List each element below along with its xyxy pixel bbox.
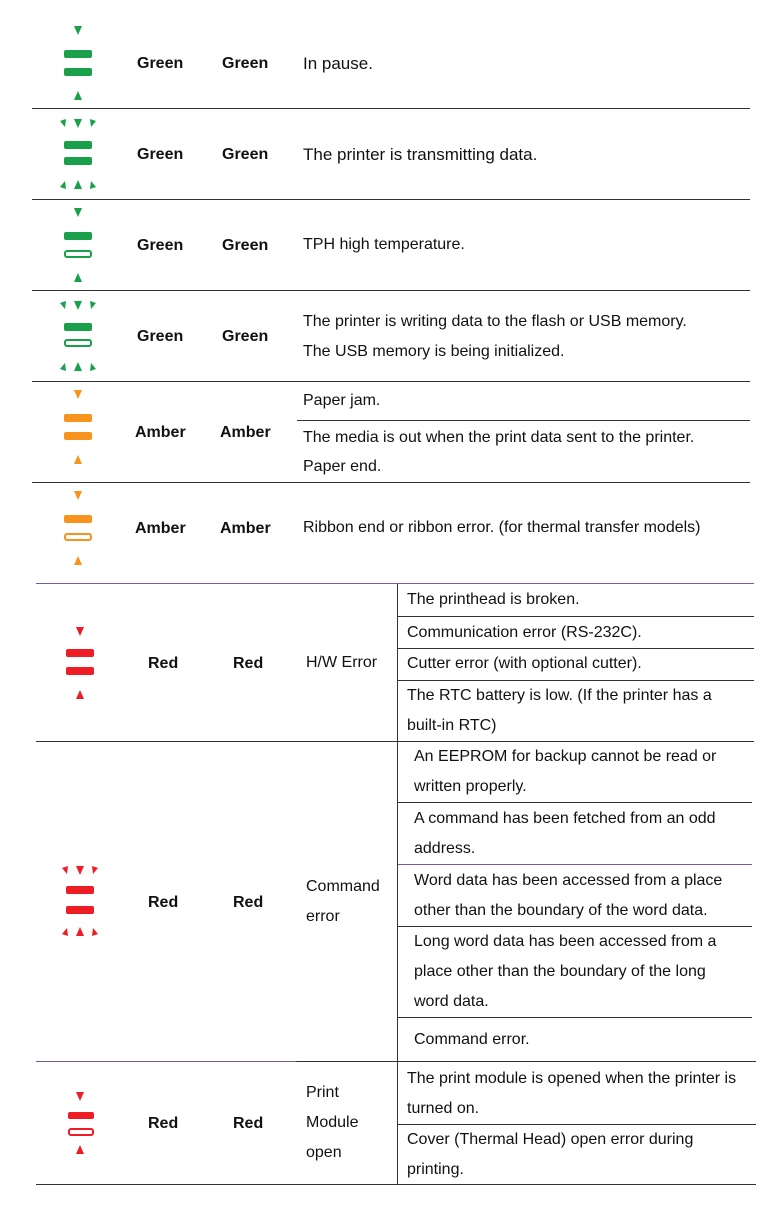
status-description: Ribbon end or ribbon error. (for thermal transfer models) (303, 519, 701, 536)
steady-bar-and-hollow-bar-green-icon (60, 208, 100, 284)
cell-divider (398, 802, 752, 803)
error-category: error (306, 908, 340, 925)
status-color-1: Red (148, 894, 179, 911)
column-divider (397, 1062, 398, 1184)
cell-divider (297, 420, 750, 421)
steady-one-bar-green-icon (60, 26, 100, 102)
status-description: The USB memory is being initialized. (303, 343, 565, 360)
status-color-1: Green (137, 55, 184, 72)
steady-two-bars-amber-icon (60, 390, 100, 466)
cell-divider (398, 616, 754, 617)
status-description: Paper end. (303, 458, 382, 475)
table-row (0, 584, 772, 741)
cell-divider (398, 680, 754, 681)
status-color-1: Green (137, 328, 184, 345)
status-description: The printer is transmitting data. (303, 145, 538, 164)
status-color-1: Amber (135, 520, 186, 537)
table-row (0, 483, 772, 583)
status-color-2: Green (222, 328, 269, 345)
cell-divider (398, 1017, 752, 1018)
status-description: Paper jam. (303, 392, 381, 409)
blinking-two-bars-green-icon (60, 119, 100, 191)
error-detail: Long word data has been accessed from a (414, 933, 717, 950)
table-row (0, 1062, 772, 1184)
row-divider (36, 1184, 756, 1185)
error-detail: address. (414, 840, 476, 857)
cell-divider (398, 864, 752, 865)
status-color-2: Green (222, 146, 269, 163)
status-color-2: Red (233, 894, 264, 911)
error-detail: The RTC battery is low. (If the printer has a (407, 687, 712, 704)
error-detail: Cutter error (with optional cutter). (407, 655, 642, 672)
cell-divider (398, 1124, 756, 1125)
error-detail: The print module is opened when the printer is (407, 1070, 737, 1087)
table-row (0, 291, 772, 381)
status-description: The printer is writing data to the flash or USB memory. (303, 313, 687, 330)
error-detail: Word data has been accessed from a place (414, 872, 723, 889)
status-color-2: Amber (220, 520, 271, 537)
status-color-1: Amber (135, 424, 186, 441)
steady-bar-and-hollow-bar-red-icon (64, 1092, 104, 1158)
table-row (0, 109, 772, 199)
error-detail: Cover (Thermal Head) open error during (407, 1131, 694, 1148)
error-category: Command (306, 878, 380, 895)
error-detail: word data. (414, 993, 489, 1010)
error-detail: place other than the boundary of the long (414, 963, 706, 980)
error-detail: printing. (407, 1161, 464, 1178)
status-description: TPH high temperature. (303, 236, 465, 253)
steady-bar-and-hollow-bar-amber-icon (60, 491, 100, 567)
table-row (0, 742, 772, 1061)
table-row (0, 382, 772, 482)
column-divider (397, 742, 398, 1061)
error-category: Print (306, 1084, 339, 1101)
blinking-two-bars-red-icon (62, 866, 102, 938)
status-color-1: Green (137, 146, 184, 163)
table-row (0, 0, 772, 108)
status-color-2: Green (222, 237, 269, 254)
error-detail: other than the boundary of the word data. (414, 902, 708, 919)
column-divider (397, 584, 398, 741)
error-detail: An EEPROM for backup cannot be read or (414, 748, 717, 765)
status-description: The media is out when the print data sent to the printer. (303, 429, 695, 446)
status-color-1: Red (148, 655, 179, 672)
status-color-2: Red (233, 655, 264, 672)
cell-divider (398, 926, 752, 927)
steady-two-bars-red-icon (64, 627, 104, 703)
error-detail: Command error. (414, 1031, 530, 1048)
error-detail: written properly. (414, 778, 527, 795)
error-detail: turned on. (407, 1100, 480, 1117)
status-color-1: Red (148, 1115, 179, 1132)
status-color-2: Green (222, 55, 269, 72)
error-detail: built-in RTC) (407, 717, 497, 734)
cell-divider (398, 648, 754, 649)
status-color-2: Amber (220, 424, 271, 441)
status-description: In pause. (303, 54, 373, 73)
error-detail: A command has been fetched from an odd (414, 810, 716, 827)
status-color-2: Red (233, 1115, 264, 1132)
error-detail: The printhead is broken. (407, 591, 580, 608)
error-detail: Communication error (RS-232C). (407, 624, 642, 641)
error-category: open (306, 1144, 342, 1161)
blinking-bar-and-hollow-bar-green-icon (60, 301, 100, 373)
status-color-1: Green (137, 237, 184, 254)
table-row (0, 200, 772, 290)
error-category: Module (306, 1114, 359, 1131)
error-category: H/W Error (306, 654, 378, 671)
